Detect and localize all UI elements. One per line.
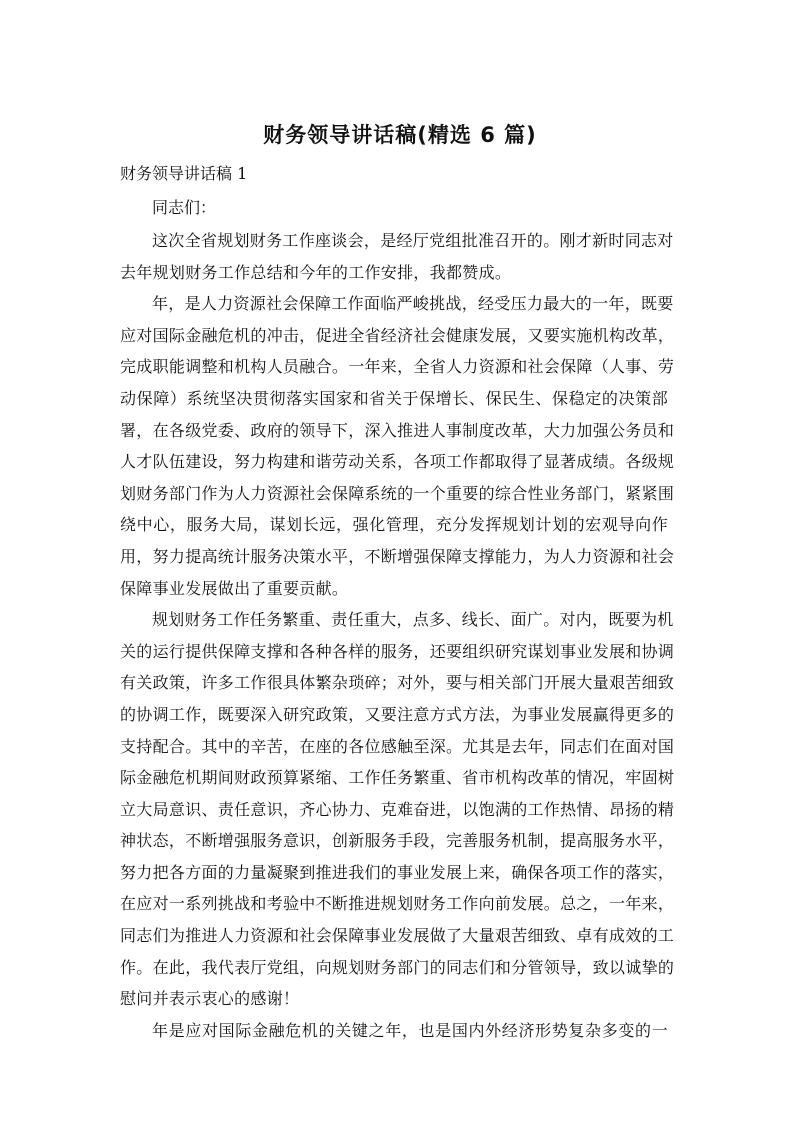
greeting-line: 同志们：	[152, 198, 217, 217]
text-line: 努力把各方面的力量凝聚到推进我们的事业发展上来，确保各项工作的落实，	[120, 862, 675, 882]
text-line: 慰问并表示衷心的感谢！	[120, 989, 300, 1009]
text-line: 际金融危机期间财政预算紧缩、工作任务繁重、省市机构改革的情况，牢固树	[120, 768, 675, 788]
text-line: 同志们为推进人力资源和社会保障事业发展做了大量艰苦细致、卓有成效的工	[120, 926, 675, 946]
text-line: 完成职能调整和机构人员融合。一年来，全省人力资源和社会保障（人事、劳	[120, 357, 675, 377]
text-line: 去年规划财务工作总结和今年的工作安排，我都赞成。	[120, 262, 512, 282]
text-line: 划财务部门作为人力资源社会保障系统的一个重要的综合性业务部门，紧紧围	[120, 483, 675, 503]
body-text	[120, 225, 675, 1046]
text-line: 的协调工作，既要深入研究政策，又要注意方式方法，为事业发展赢得更多的	[120, 704, 675, 724]
text-line: 用，努力提高统计服务决策水平，不断增强保障支撑能力，为人力资源和社会	[120, 546, 675, 566]
text-line: 绕中心，服务大局，谋划长远，强化管理，充分发挥规划计划的宏观导向作	[120, 515, 668, 535]
text-line: 立大局意识、责任意识，齐心协力、克难奋进，以饱满的工作热情、昂扬的精	[120, 799, 675, 819]
text-line: 年，是人力资源社会保障工作面临严峻挑战，经受压力最大的一年，既要	[152, 294, 674, 314]
text-line: 在应对一系列挑战和考验中不断推进规划财务工作向前发展。总之，一年来，	[120, 894, 675, 914]
text-line: 保障事业发展做出了重要贡献。	[120, 578, 349, 598]
text-line: 这次全省规划财务工作座谈会，是经厅党组批准召开的。刚才新时同志对	[152, 231, 674, 250]
text-line: 人才队伍建设，努力构建和谐劳动关系，各项工作都取得了显著成绩。各级规	[120, 452, 675, 472]
text-line: 规划财务工作任务繁重、责任重大，点多、线长、面广。对内，既要为机	[152, 610, 674, 630]
text-line: 作。在此，我代表厅党组，向规划财务部门的同志们和分管领导，致以诚挚的	[120, 957, 675, 977]
text-line: 有关政策，许多工作很具体繁杂琐碎；对外，要与相关部门开展大量艰苦细致	[120, 673, 675, 693]
text-line: 年是应对国际金融危机的关键之年，也是国内外经济形势复杂多变的一	[152, 1020, 668, 1040]
section-heading: 财务领导讲话稿 1	[120, 164, 248, 183]
text-line: 关的运行提供保障支撑和各种各样的服务，还要组织研究谋划事业发展和协调	[120, 641, 675, 661]
text-line: 应对国际金融危机的冲击，促进全省经济社会健康发展，又要实施机构改革，	[120, 325, 675, 345]
document-title: 财务领导讲话稿(精选 6 篇)	[263, 123, 537, 147]
text-line: 神状态，不断增强服务意识，创新服务手段，完善服务机制，提高服务水平，	[120, 831, 675, 851]
text-line: 署，在各级党委、政府的领导下，深入推进人事制度改革，大力加强公务员和	[120, 420, 675, 440]
text-line: 动保障）系统坚决贯彻落实国家和省关于保增长、保民生、保稳定的决策部	[120, 388, 668, 408]
text-line: 支持配合。其中的辛苦，在座的各位感触至深。尤其是去年，同志们在面对国	[120, 736, 675, 756]
